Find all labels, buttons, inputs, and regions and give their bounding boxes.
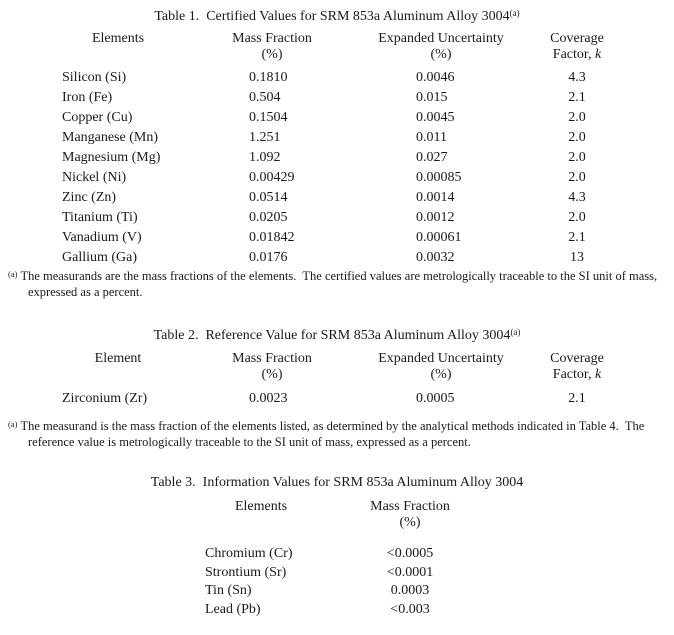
table1-header-factor-label: Factor, <box>552 47 595 62</box>
table-row <box>0 250 674 268</box>
table-row <box>0 170 674 188</box>
table2-header-factor-label: Factor, <box>552 367 595 382</box>
element-name: Magnesium (Mg) <box>62 150 161 165</box>
coverage-factor-value: 2.0 <box>568 130 586 145</box>
table-row <box>0 110 674 128</box>
table2-header-coverage-factor <box>517 367 637 383</box>
table2-title-superscript: (a) <box>510 327 521 337</box>
table-row <box>0 90 674 108</box>
table-row <box>0 210 674 228</box>
element-name: Copper (Cu) <box>62 110 133 125</box>
element-name: Zinc (Zn) <box>62 190 117 205</box>
table2-header-k-symbol: k <box>595 367 602 382</box>
table2-title-text: Table 2. Reference Value for SRM 853a Aluminum Alloy 3004 <box>153 328 511 343</box>
table1-header-mass-fraction-unit: (%) <box>261 47 283 62</box>
mass-fraction-value: <0.0005 <box>386 546 434 561</box>
element-name: Manganese (Mn) <box>62 130 159 145</box>
table1-header-coverage-factor <box>517 47 637 63</box>
coverage-factor-value: 4.3 <box>568 70 586 85</box>
element-name: Zirconium (Zr) <box>62 391 148 406</box>
table3-title <box>0 475 674 491</box>
element-name: Iron (Fe) <box>62 90 113 105</box>
coverage-factor-value: 2.0 <box>568 150 586 165</box>
table1-footnote-marker: (a) <box>8 268 18 279</box>
coverage-factor-value: 2.0 <box>568 170 586 185</box>
expanded-uncertainty-value: 0.0046 <box>416 70 455 85</box>
element-name: Gallium (Ga) <box>62 250 138 265</box>
table2-header-expanded-uncertainty: Expanded Uncertainty <box>378 351 504 366</box>
mass-fraction-value: <0.0001 <box>386 565 434 580</box>
mass-fraction-value: 0.1810 <box>249 70 288 85</box>
table1-header-expanded-uncertainty-unit: (%) <box>430 47 452 62</box>
expanded-uncertainty-value: 0.0045 <box>416 110 455 125</box>
element-name: Vanadium (V) <box>62 230 142 245</box>
coverage-factor-value: 2.1 <box>568 391 586 406</box>
table2-header-coverage: Coverage <box>550 351 604 366</box>
table3-header-elements: Elements <box>234 499 288 514</box>
table2-header-mass-fraction: Mass Fraction <box>232 351 312 366</box>
expanded-uncertainty-value: 0.027 <box>416 150 448 165</box>
table2-header-element: Element <box>94 351 142 366</box>
mass-fraction-value: 0.504 <box>249 90 281 105</box>
expanded-uncertainty-value: 0.00085 <box>416 170 462 185</box>
table1-title <box>0 9 674 25</box>
table3-title-text: Table 3. Information Values for SRM 853a Aluminum Alloy 3004 <box>150 475 524 490</box>
mass-fraction-value: 1.092 <box>249 150 281 165</box>
table1-footnote-line2 <box>8 284 668 300</box>
expanded-uncertainty-value: 0.0014 <box>416 190 455 205</box>
table1-header-row-units <box>0 47 674 65</box>
table3-header-row-units <box>0 515 674 533</box>
table-row <box>0 150 674 168</box>
table3-header-mass-fraction: Mass Fraction <box>370 499 450 514</box>
table-row <box>0 391 674 409</box>
table1-footnote-text2: expressed as a percent. <box>28 285 143 299</box>
table2-header-mass-fraction-unit: (%) <box>261 367 283 382</box>
mass-fraction-value: 0.0176 <box>249 250 288 265</box>
table1-footnote-text1: The measurands are the mass fractions of the elements. The certified values are metrologically traceable to the SI unit of mass, <box>20 269 658 283</box>
table1-header-elements: Elements <box>91 31 145 46</box>
element-name: Strontium (Sr) <box>205 565 287 580</box>
element-name: Tin (Sn) <box>205 583 252 598</box>
table3-header-mass-fraction-unit: (%) <box>399 515 421 530</box>
mass-fraction-value: 0.01842 <box>249 230 295 245</box>
table2-title <box>0 328 674 344</box>
mass-fraction-value: <0.003 <box>390 602 430 617</box>
coverage-factor-value: 2.1 <box>568 230 586 245</box>
table1-footnote-line1 <box>8 268 668 284</box>
mass-fraction-value: 0.00429 <box>249 170 295 185</box>
table2-header-expanded-uncertainty-unit: (%) <box>430 367 452 382</box>
table-row <box>0 602 674 620</box>
element-name: Lead (Pb) <box>205 602 261 617</box>
expanded-uncertainty-value: 0.0012 <box>416 210 455 225</box>
mass-fraction-value: 0.0003 <box>390 583 430 598</box>
table2-footnote-text1: The measurand is the mass fraction of the elements listed, as determined by the analytical methods indicated in Table 4. The <box>20 419 645 433</box>
coverage-factor-value: 2.1 <box>568 90 586 105</box>
table1-header-mass-fraction: Mass Fraction <box>232 31 312 46</box>
table2-footnote <box>8 418 668 450</box>
coverage-factor-value: 2.0 <box>568 210 586 225</box>
table1-header-k-symbol: k <box>595 47 602 62</box>
table-row <box>0 565 674 583</box>
table2-footnote-line2 <box>8 434 668 450</box>
table1-header-expanded-uncertainty: Expanded Uncertainty <box>378 31 504 46</box>
expanded-uncertainty-value: 0.011 <box>416 130 447 145</box>
element-name: Silicon (Si) <box>62 70 127 85</box>
table1-footnote <box>8 268 668 300</box>
table1-title-text: Table 1. Certified Values for SRM 853a Aluminum Alloy 3004 <box>154 9 510 24</box>
table2-footnote-line1 <box>8 418 668 434</box>
element-name: Chromium (Cr) <box>205 546 293 561</box>
expanded-uncertainty-value: 0.015 <box>416 90 448 105</box>
table-row <box>0 190 674 208</box>
table1-header-coverage: Coverage <box>550 31 604 46</box>
expanded-uncertainty-value: 0.0005 <box>416 391 455 406</box>
coverage-factor-value: 2.0 <box>568 110 586 125</box>
mass-fraction-value: 1.251 <box>249 130 281 145</box>
table2-footnote-text2: reference value is metrologically traceable to the SI unit of mass, expressed as a percent. <box>28 435 471 449</box>
table-row <box>0 230 674 248</box>
mass-fraction-value: 0.0205 <box>249 210 288 225</box>
table-row <box>0 546 674 564</box>
expanded-uncertainty-value: 0.0032 <box>416 250 455 265</box>
coverage-factor-value: 4.3 <box>568 190 586 205</box>
mass-fraction-value: 0.0023 <box>249 391 288 406</box>
table2-header-row-units <box>0 367 674 385</box>
coverage-factor-value: 13 <box>570 250 584 265</box>
element-name: Titanium (Ti) <box>62 210 138 225</box>
table2-footnote-marker: (a) <box>8 418 18 429</box>
table-row <box>0 130 674 148</box>
element-name: Nickel (Ni) <box>62 170 127 185</box>
mass-fraction-value: 0.1504 <box>249 110 288 125</box>
expanded-uncertainty-value: 0.00061 <box>416 230 462 245</box>
table-row <box>0 70 674 88</box>
mass-fraction-value: 0.0514 <box>249 190 288 205</box>
table1-title-superscript: (a) <box>509 8 520 18</box>
table-row <box>0 583 674 601</box>
